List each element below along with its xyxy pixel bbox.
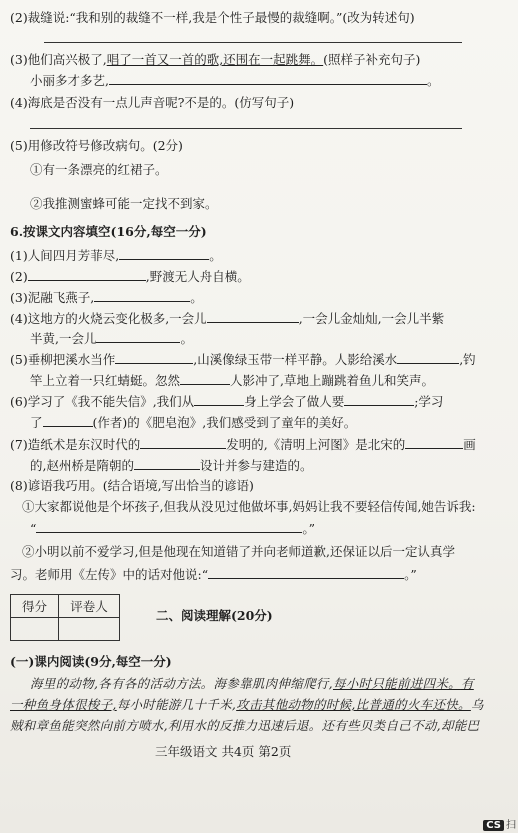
- score-header: 得分: [11, 595, 59, 618]
- fill-8: (8)谚语我巧用。(结合语境,写出恰当的谚语): [10, 478, 254, 493]
- q5-2: (2)裁缝说:“我和别的裁缝不一样,我是个性子最慢的裁缝啊。”(改为转述句): [10, 10, 415, 25]
- fill-5-cont: 竿上立着一只红蜻蜓。忽然 人影冲了,草地上蹦跳着鱼儿和笑声。: [30, 373, 434, 388]
- passage-line-2: 一种鱼身体很梭子,每小时能游几十千米,攻击其他动物的时候,比普通的火车还快。乌: [10, 697, 484, 712]
- section-reading-title: 二、阅读理解(20分): [156, 608, 273, 623]
- fill-3: (3)泥融飞燕子, 。: [10, 290, 203, 305]
- scanner-logo: CS: [483, 820, 504, 831]
- fill-5: (5)垂柳把溪水当作 ,山溪像绿玉带一样平静。人影给溪水 ,钓: [10, 352, 476, 367]
- fill-7-cont: 的,赵州桥是隋朝的 设计并参与建造的。: [30, 458, 313, 473]
- q5-4: (4)海底是否没有一点儿声音呢?不是的。(仿写句子): [10, 95, 295, 110]
- fill-8-2: ②小明以前不爱学习,但是他现在知道错了并向老师道歉,还保证以后一定认真学: [22, 544, 455, 559]
- q5-5: (5)用修改符号修改病句。(2分): [10, 138, 183, 153]
- fill-1: (1)人间四月芳菲尽, 。: [10, 248, 222, 263]
- fill-6-cont: 了 (作者)的《肥皂泡》,我们感受到了童年的美好。: [30, 415, 357, 430]
- answer-line: [30, 128, 462, 129]
- q5-5-b: ②我推测蜜蜂可能一定找不到家。: [30, 196, 218, 211]
- answer-line: [44, 42, 462, 43]
- q5-5-a: ①有一条漂亮的红裙子。: [30, 162, 168, 177]
- score-cell: [11, 618, 59, 641]
- fill-8-1-answer: “ 。”: [30, 521, 316, 536]
- fill-8-1: ①大家都说他是个坏孩子,但我从没见过他做坏事,妈妈让我不要轻信传闻,她告诉我:: [22, 499, 476, 514]
- section6-title: 6.按课文内容填空(16分,每空一分): [10, 224, 207, 239]
- passage-line-1: 海里的动物,各有各的活动方法。海参靠肌肉伸缩爬行,每小时只能前进四米。有: [30, 676, 474, 691]
- grader-header: 评卷人: [59, 595, 120, 618]
- grader-cell: [59, 618, 120, 641]
- scanner-text: 扫: [506, 820, 516, 831]
- q5-3: (3)他们高兴极了,唱了一首又一首的歌,还围在一起跳舞。(照样子补充句子): [10, 52, 421, 67]
- fill-4: (4)这地方的火烧云变化极多,一会儿 ,一会儿金灿灿,一会儿半紫: [10, 311, 445, 326]
- passage-line-3: 贼和章鱼能突然向前方喷水,利用水的反推力迅速后退。还有些贝类自己不动,却能巴: [10, 718, 480, 733]
- fill-4-cont: 半黄,一会儿 。: [30, 331, 193, 346]
- fill-6: (6)学习了《我不能失信》,我们从 身上学会了做人要 ;学习: [10, 394, 444, 409]
- q5-3-answer: 小丽多才多艺, 。: [30, 73, 440, 88]
- score-table: [10, 594, 120, 641]
- reading-subtitle: (一)课内阅读(9分,每空一分): [10, 654, 172, 669]
- q5-3-underlined: 唱了一首又一首的歌,还围在一起跳舞。: [106, 52, 324, 67]
- fill-7: (7)造纸术是东汉时代的 发明的,《清明上河图》是北宋的 画: [10, 437, 476, 452]
- page-footer: 三年级语文 共4页 第2页: [155, 744, 292, 759]
- fill-8-2-cont: 习。老师用《左传》中的话对他说:“ 。”: [10, 567, 417, 582]
- fill-2: (2) ,野渡无人舟自横。: [10, 269, 250, 284]
